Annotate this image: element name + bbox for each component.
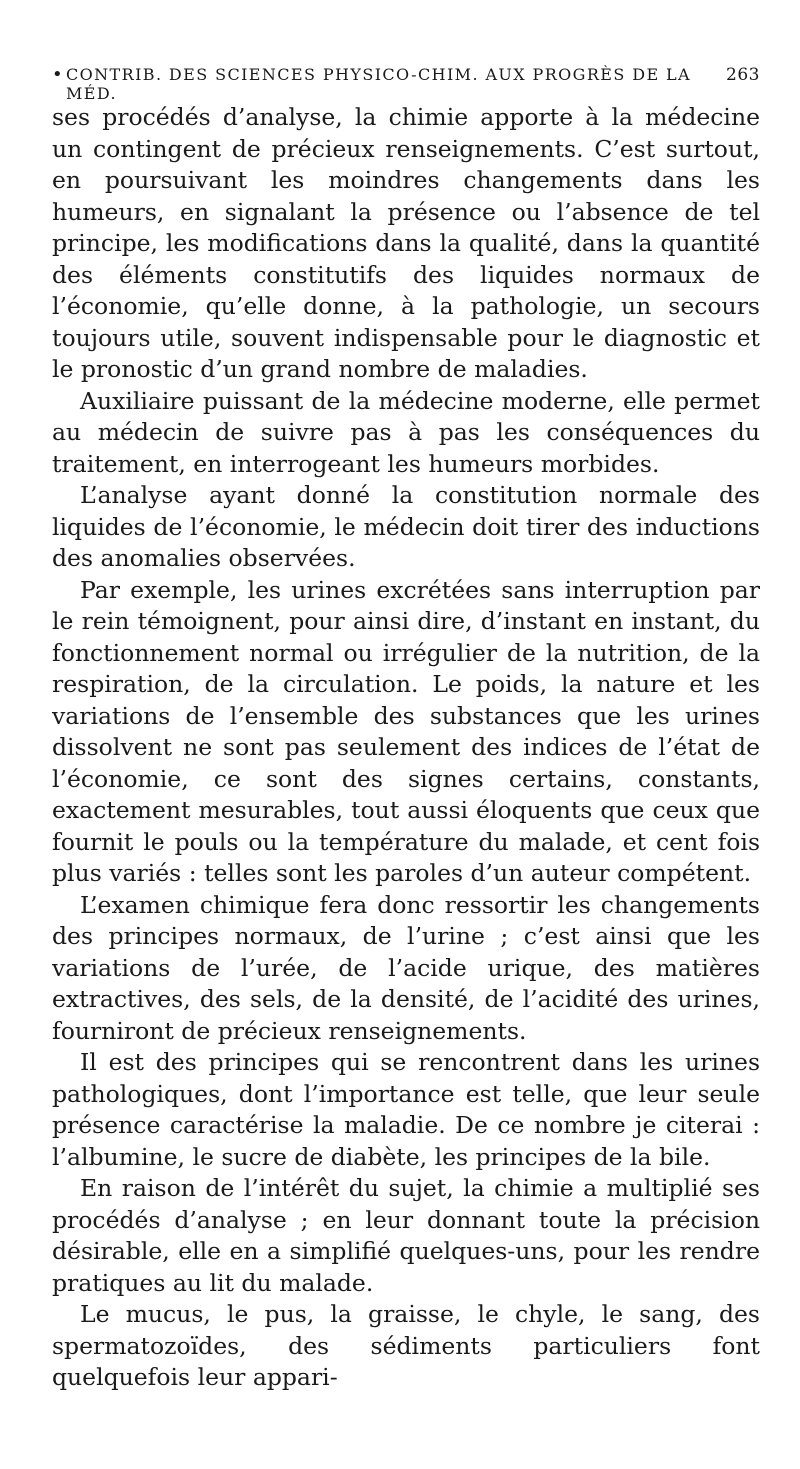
paragraph: En raison de l’intérêt du sujet, la chimie a multiplié ses procédés d’analyse ; en leur donnant toute la précision désirable, elle en a simplifié quelques-uns, pour les rendre pratiques au lit du malade. — [52, 1174, 760, 1297]
running-title: CONTRIB. DES SCIENCES PHYSICO-CHIM. AUX PROGRÈS DE LA MÉD. — [66, 65, 692, 103]
page-number: 263 — [726, 65, 760, 85]
paragraph-continued: ses procédés d’analyse, la chimie apporte à la médecine un contingent de précieux renseignements. C’est surtout, en poursuivant les moindres changements dans les humeurs, en signalant la présence ou l’absence de tel principe, les modifications dans la qualité, dans la quantité des éléments constitutifs des liquides normaux de l’économie, qu’elle donne, à la pathologie, un secours toujours utile, souvent indispensable pour le diagnostic et le pronostic d’un grand nombre de maladies. — [52, 103, 760, 383]
paragraph: L’analyse ayant donné la constitution normale des liquides de l’économie, le médecin doit tirer des inductions des anomalies observées. — [52, 481, 760, 572]
bullet-mark: • — [52, 64, 65, 85]
paragraph: L’examen chimique fera donc ressortir les changements des principes normaux, de l’urine ; c’est ainsi que les variations de l’urée, de l’acide urique, des matières extractives, des sels, de la densité, de l’acidité des urines, fourniront de précieux renseignements. — [52, 890, 760, 1045]
paragraph: Il est des principes qui se rencontrent dans les urines pathologiques, dont l’importance est telle, que leur seule présence caractérise la maladie. De ce nombre je citerai : l’albumine, le sucre de diabète, les principes de la bile. — [52, 1048, 760, 1171]
page-body — [52, 102, 760, 1394]
paragraph: Le mucus, le pus, la graisse, le chyle, le sang, des spermatozoïdes, des sédiments particuliers font quelquefois leur appari- — [52, 1300, 760, 1391]
running-header — [52, 64, 760, 103]
paragraph: Par exemple, les urines excrétées sans interruption par le rein témoignent, pour ainsi dire, d’instant en instant, du fonctionnement normal ou irrégulier de la nutrition, de la respiration, de la circulation. Le poids, la nature et les variations de l’ensemble des substances que les urines dissolvent ne sont pas seulement des indices de l’état de l’économie, ce sont des signes certains, constants, exactement mesurables, tout aussi éloquents que ceux que fournit le pouls ou la température du malade, et cent fois plus variés : telles sont les paroles d’un auteur compétent. — [52, 575, 760, 887]
paragraph: Auxiliaire puissant de la médecine moderne, elle permet au médecin de suivre pas à pas les conséquences du traitement, en interrogeant les humeurs morbides. — [52, 386, 760, 478]
